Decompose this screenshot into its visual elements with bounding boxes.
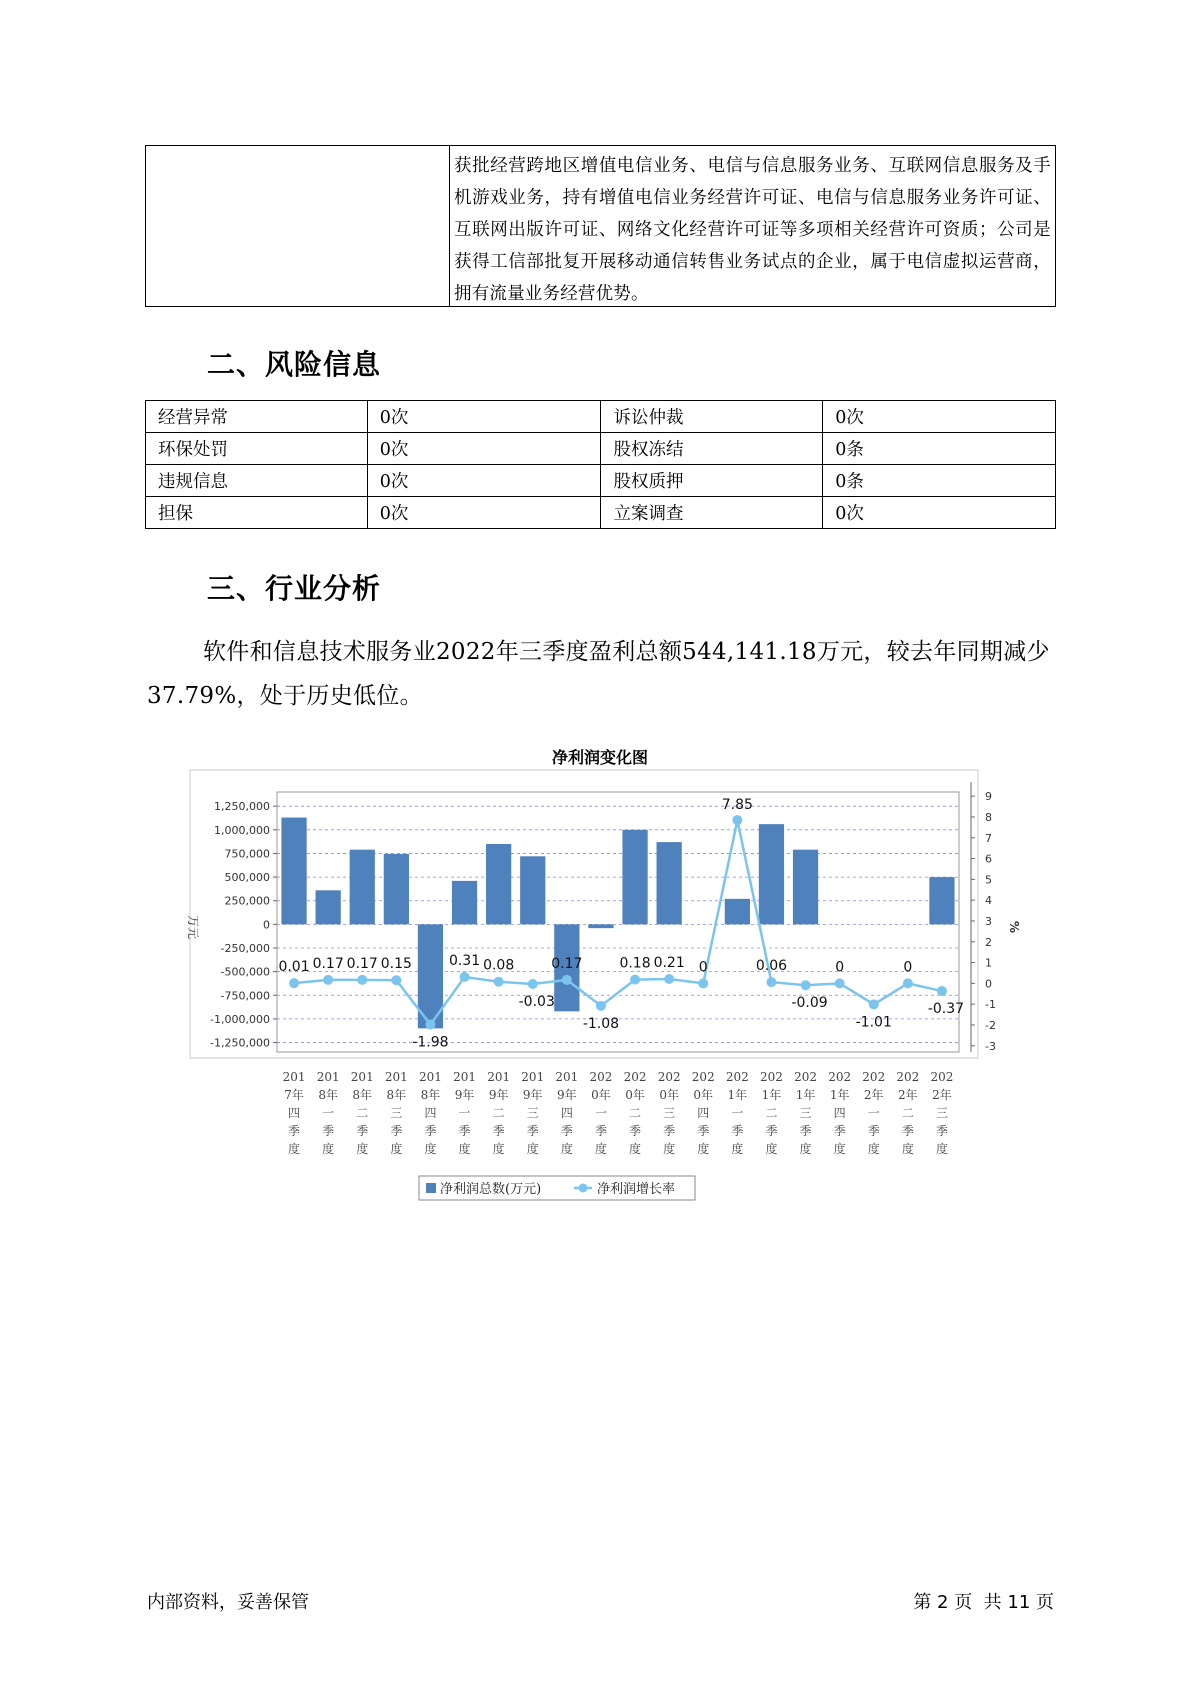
x-tick-label: 季 — [424, 1124, 437, 1138]
footer-confidential: 内部资料，妥善保管 — [147, 1592, 309, 1613]
bar — [929, 877, 954, 924]
line-point — [528, 979, 538, 989]
line-point — [562, 975, 572, 985]
data-label: -0.37 — [927, 1001, 965, 1018]
data-label: 0 — [698, 959, 708, 976]
x-tick-label: 201 — [384, 1070, 408, 1084]
line-point — [391, 975, 401, 985]
analysis-text: 软件和信息技术服务业2022年三季度盈利总额544,141.18万元，较去年同期减少37.79%，处于历史低位。 — [147, 639, 1050, 709]
line-point — [323, 975, 333, 985]
business-desc-label-cell — [146, 146, 450, 306]
x-tick-label: 202 — [623, 1070, 647, 1084]
risk-value: 0条 — [823, 465, 1056, 497]
right-tick-label: 4 — [985, 894, 992, 908]
x-tick-label: 1年 — [829, 1088, 850, 1102]
risk-label: 环保处罚 — [146, 433, 368, 465]
data-label: 0.21 — [653, 954, 685, 971]
x-tick-label: 201 — [418, 1070, 442, 1084]
data-label: -0.03 — [518, 993, 555, 1010]
bar — [622, 830, 647, 925]
right-tick-label: 9 — [985, 790, 992, 804]
left-tick-label: 750,000 — [224, 847, 270, 861]
x-tick-label: 四 — [697, 1106, 710, 1120]
line-point — [698, 978, 708, 988]
x-tick-label: 三 — [799, 1106, 812, 1120]
risk-value: 0次 — [367, 497, 601, 529]
right-tick-label: 7 — [985, 831, 992, 845]
right-tick-label: -3 — [985, 1039, 996, 1053]
table-row — [146, 433, 1056, 465]
right-tick-label: -1 — [985, 998, 996, 1012]
x-tick-label: 201 — [350, 1070, 374, 1084]
x-tick-label: 2年 — [932, 1088, 952, 1102]
table-row — [146, 465, 1056, 497]
x-tick-label: 202 — [862, 1070, 886, 1084]
line-point — [596, 1001, 606, 1011]
analysis-paragraph — [147, 630, 1052, 718]
risk-info-table — [145, 400, 1056, 529]
x-tick-label: 度 — [867, 1142, 880, 1156]
risk-label: 担保 — [146, 497, 368, 529]
x-tick-label: 三 — [526, 1106, 539, 1120]
footer-page-number: 第 2 页 共 11 页 — [913, 1592, 1054, 1613]
table-row — [146, 497, 1056, 529]
right-tick-label: 2 — [985, 935, 992, 949]
x-tick-label: 0年 — [693, 1088, 714, 1102]
line-point — [903, 978, 913, 988]
line-point — [766, 977, 776, 987]
x-tick-label: 9年 — [557, 1088, 577, 1102]
bar — [350, 850, 375, 925]
x-tick-label: 季 — [288, 1124, 301, 1138]
left-tick-label: 250,000 — [224, 894, 270, 908]
x-tick-label: 季 — [833, 1124, 846, 1138]
left-tick-label: 500,000 — [224, 871, 270, 885]
right-tick-label: 8 — [985, 810, 992, 824]
x-tick-label: 度 — [697, 1142, 710, 1156]
x-tick-label: 8年 — [318, 1088, 338, 1102]
data-label: 0.01 — [278, 959, 310, 976]
x-tick-label: 202 — [691, 1070, 715, 1084]
risk-value: 0次 — [823, 401, 1056, 433]
x-tick-label: 1年 — [795, 1088, 816, 1102]
bar — [588, 924, 613, 928]
x-tick-label: 9年 — [488, 1088, 509, 1102]
x-tick-label: 度 — [492, 1142, 505, 1156]
x-tick-label: 二 — [901, 1106, 914, 1120]
x-tick-label: 201 — [555, 1070, 579, 1084]
left-tick-label: 0 — [263, 918, 270, 932]
bar — [725, 899, 750, 925]
left-tick-label: 1,250,000 — [214, 800, 270, 814]
line-point — [425, 1020, 435, 1030]
x-tick-label: 季 — [390, 1124, 403, 1138]
data-label: 0.31 — [448, 952, 481, 969]
x-tick-label: 7年 — [284, 1088, 304, 1102]
x-tick-label: 四 — [833, 1106, 846, 1120]
risk-label: 经营异常 — [146, 401, 368, 433]
plot-area — [277, 792, 959, 1052]
right-tick-label: 6 — [985, 852, 992, 866]
x-tick-label: 度 — [765, 1142, 778, 1156]
x-tick-label: 202 — [759, 1070, 783, 1084]
x-tick-label: 8年 — [386, 1088, 407, 1102]
x-tick-label: 二 — [492, 1106, 505, 1120]
line-point — [494, 977, 504, 987]
x-tick-label: 202 — [657, 1070, 681, 1084]
x-tick-label: 四 — [288, 1106, 301, 1120]
bar — [759, 824, 784, 924]
x-tick-label: 201 — [487, 1070, 511, 1084]
x-tick-label: 季 — [697, 1124, 710, 1138]
line-point — [289, 978, 299, 988]
x-tick-label: 季 — [594, 1124, 607, 1138]
x-tick-label: 202 — [896, 1070, 920, 1084]
x-tick-label: 201 — [282, 1070, 306, 1084]
x-tick-label: 202 — [930, 1070, 954, 1084]
legend-bar-label: 净利润总数(万元) — [440, 1182, 542, 1197]
x-tick-label: 二 — [629, 1106, 642, 1120]
legend-line-marker — [579, 1184, 588, 1193]
data-label: 0.08 — [483, 957, 515, 974]
x-tick-label: 0年 — [659, 1088, 679, 1102]
left-tick-label: -1,000,000 — [210, 1012, 270, 1026]
x-tick-label: 三 — [663, 1106, 676, 1120]
x-tick-label: 202 — [828, 1070, 852, 1084]
x-tick-label: 季 — [492, 1124, 505, 1138]
x-tick-label: 一 — [731, 1106, 744, 1120]
x-tick-label: 一 — [458, 1106, 471, 1120]
x-tick-label: 一 — [594, 1106, 607, 1120]
x-tick-label: 一 — [867, 1106, 880, 1120]
x-tick-label: 9年 — [454, 1088, 475, 1102]
x-tick-label: 度 — [390, 1142, 403, 1156]
x-tick-label: 季 — [629, 1124, 642, 1138]
x-tick-label: 季 — [799, 1124, 812, 1138]
data-label: 0.18 — [619, 955, 651, 972]
x-tick-label: 度 — [594, 1142, 607, 1156]
data-label: 0.17 — [346, 955, 378, 972]
line-point — [630, 975, 640, 985]
x-tick-label: 2年 — [898, 1088, 918, 1102]
line-point — [460, 972, 470, 982]
right-tick-label: 5 — [985, 873, 992, 887]
x-tick-label: 202 — [589, 1070, 613, 1084]
bar — [793, 850, 818, 925]
legend-bar-swatch — [426, 1183, 436, 1193]
x-tick-label: 度 — [935, 1142, 948, 1156]
x-tick-label: 201 — [521, 1070, 545, 1084]
x-tick-label: 202 — [725, 1070, 749, 1084]
bar — [281, 818, 306, 925]
left-tick-label: -1,250,000 — [210, 1036, 270, 1050]
data-label: 0 — [835, 959, 845, 976]
line-point — [937, 986, 947, 996]
data-label: 0.17 — [312, 955, 344, 972]
x-tick-label: 四 — [560, 1106, 573, 1120]
x-tick-label: 三 — [935, 1106, 948, 1120]
risk-value: 0次 — [367, 401, 601, 433]
data-label: 7.85 — [721, 797, 753, 814]
x-tick-label: 度 — [663, 1142, 676, 1156]
right-tick-label: 0 — [985, 977, 992, 991]
bar — [520, 856, 545, 924]
x-tick-label: 季 — [663, 1124, 676, 1138]
table-row — [146, 401, 1056, 433]
risk-value: 0次 — [367, 433, 601, 465]
data-label: -1.01 — [855, 1014, 892, 1031]
risk-value: 0次 — [823, 497, 1056, 529]
x-tick-label: 1年 — [727, 1088, 748, 1102]
chart-title: 净利润变化图 — [551, 748, 649, 767]
x-tick-label: 二 — [765, 1106, 778, 1120]
right-tick-label: -2 — [985, 1018, 996, 1032]
x-tick-label: 度 — [356, 1142, 369, 1156]
line-point — [732, 815, 742, 825]
x-tick-label: 四 — [424, 1106, 437, 1120]
x-tick-label: 季 — [356, 1124, 369, 1138]
data-label: 0.15 — [380, 956, 412, 973]
left-tick-label: 1,000,000 — [214, 823, 270, 837]
x-tick-label: 三 — [390, 1106, 403, 1120]
risk-label: 违规信息 — [146, 465, 368, 497]
left-axis-title: 万元 — [186, 914, 200, 940]
x-tick-label: 202 — [794, 1070, 818, 1084]
x-tick-label: 季 — [731, 1124, 744, 1138]
net-profit-chart — [165, 740, 1025, 1210]
line-point — [664, 974, 674, 984]
x-tick-label: 度 — [799, 1142, 812, 1156]
x-tick-label: 度 — [901, 1142, 914, 1156]
x-tick-label: 二 — [356, 1106, 369, 1120]
x-tick-label: 8年 — [420, 1088, 441, 1102]
left-tick-label: -500,000 — [220, 965, 270, 979]
x-tick-label: 度 — [833, 1142, 846, 1156]
x-tick-label: 0年 — [625, 1088, 645, 1102]
line-point — [801, 980, 811, 990]
x-tick-label: 度 — [458, 1142, 471, 1156]
x-tick-label: 度 — [424, 1142, 437, 1156]
line-point — [357, 975, 367, 985]
x-tick-label: 201 — [453, 1070, 477, 1084]
x-tick-label: 一 — [322, 1106, 335, 1120]
data-label: -1.08 — [582, 1015, 620, 1032]
data-label: -1.98 — [412, 1034, 449, 1051]
data-label: 0.17 — [551, 955, 583, 972]
x-tick-label: 季 — [322, 1124, 335, 1138]
x-tick-label: 季 — [901, 1124, 914, 1138]
data-label: -0.09 — [791, 995, 828, 1012]
bar — [384, 854, 409, 924]
bar — [657, 842, 682, 924]
risk-label: 股权冻结 — [601, 433, 823, 465]
x-tick-label: 0年 — [591, 1088, 611, 1102]
x-tick-label: 9年 — [522, 1088, 543, 1102]
business-desc-text: 获批经营跨地区增值电信业务、电信与信息服务业务、互联网信息服务及手机游戏业务，持有增值电信业务经营许可证、电信与信息服务业务许可证、互联网出版许可证、网络文化经营许可证等多项相关经营许可资质；公司是获得工信部批复开展移动通信转售业务试点的企业，属于电信虚拟运营商，拥有流量业务经营优势。 — [454, 156, 1051, 304]
x-tick-label: 度 — [322, 1142, 335, 1156]
legend-line-label: 净利润增长率 — [597, 1182, 676, 1197]
section-heading-risk: 二、风险信息 — [207, 348, 382, 381]
right-tick-label: 1 — [985, 956, 992, 970]
x-tick-label: 2年 — [863, 1088, 884, 1102]
x-tick-label: 度 — [560, 1142, 573, 1156]
risk-value: 0条 — [823, 433, 1056, 465]
bar — [486, 844, 511, 924]
x-tick-label: 季 — [560, 1124, 573, 1138]
x-tick-label: 季 — [867, 1124, 880, 1138]
x-tick-label: 季 — [458, 1124, 471, 1138]
x-tick-label: 8年 — [352, 1088, 373, 1102]
section-heading-industry: 三、行业分析 — [207, 572, 382, 605]
x-tick-label: 201 — [316, 1070, 340, 1084]
x-tick-label: 度 — [629, 1142, 642, 1156]
data-label: 0.06 — [755, 958, 788, 975]
business-desc-table — [145, 145, 1056, 307]
left-tick-label: -750,000 — [220, 989, 270, 1003]
x-tick-label: 季 — [935, 1124, 948, 1138]
right-axis-title: % — [1007, 920, 1021, 934]
right-tick-label: 3 — [985, 914, 992, 928]
risk-label: 股权质押 — [601, 465, 823, 497]
risk-value: 0次 — [367, 465, 601, 497]
bar — [452, 881, 477, 924]
line-point — [835, 978, 845, 988]
x-tick-label: 度 — [731, 1142, 744, 1156]
x-tick-label: 1年 — [761, 1088, 782, 1102]
x-tick-label: 季 — [526, 1124, 539, 1138]
data-label: 0 — [903, 959, 913, 976]
left-tick-label: -250,000 — [220, 942, 270, 955]
line-point — [869, 999, 879, 1009]
risk-label: 立案调查 — [601, 497, 823, 529]
x-tick-label: 度 — [526, 1142, 539, 1156]
risk-label: 诉讼仲裁 — [601, 401, 823, 433]
bar — [316, 890, 341, 924]
x-tick-label: 季 — [765, 1124, 778, 1138]
x-tick-label: 度 — [288, 1142, 301, 1156]
